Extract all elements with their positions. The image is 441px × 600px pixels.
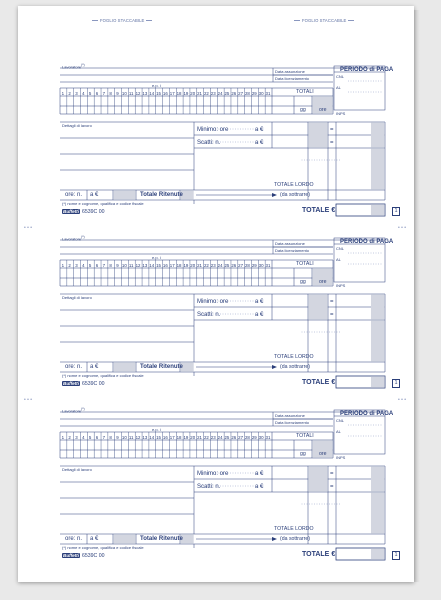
day-number: 11 bbox=[128, 91, 134, 96]
a-euro-label: a € bbox=[90, 192, 99, 198]
hire-date-label: Data assunzione bbox=[275, 69, 305, 74]
day-number: 8 bbox=[109, 91, 112, 96]
payslip-form bbox=[60, 62, 403, 224]
day-number: 20 bbox=[190, 263, 196, 268]
day-number: 19 bbox=[183, 91, 189, 96]
day-number: 29 bbox=[251, 435, 257, 440]
totals-label: TOTALI bbox=[296, 433, 314, 439]
day-number: 13 bbox=[142, 263, 148, 268]
dismiss-date-label: Data licenziamento bbox=[275, 420, 310, 425]
day-number: 18 bbox=[176, 263, 182, 268]
inps-label: INPS bbox=[336, 283, 346, 288]
day-number: 12 bbox=[135, 263, 141, 268]
day-number: 17 bbox=[169, 263, 175, 268]
day-number: 13 bbox=[142, 435, 148, 440]
day-number: 8 bbox=[109, 263, 112, 268]
ore-n-label: ore: n. bbox=[65, 364, 83, 370]
day-number: 24 bbox=[217, 435, 223, 440]
day-number: 21 bbox=[197, 91, 202, 96]
tear-label-right: FOGLIO STACCABILE bbox=[292, 18, 356, 23]
day-number: 10 bbox=[121, 263, 127, 268]
page-number-box: 1 bbox=[392, 379, 400, 388]
day-number: 31 bbox=[265, 91, 271, 96]
page-number-box: 1 bbox=[392, 551, 400, 560]
footnote: (*) nome e cognome, qualifica e codice fiscale bbox=[62, 545, 144, 550]
day-number: 12 bbox=[135, 91, 141, 96]
day-number: 19 bbox=[183, 263, 189, 268]
day-number: 31 bbox=[265, 263, 271, 268]
day-number: 3 bbox=[75, 263, 78, 268]
day-number: 11 bbox=[128, 263, 134, 268]
day-number: 4 bbox=[82, 91, 85, 96]
day-number: 30 bbox=[258, 263, 264, 268]
ritenute-label: Totale Ritenute bbox=[140, 536, 183, 542]
details-label: Dettagli di lavoro bbox=[62, 123, 92, 128]
form-grid bbox=[60, 406, 403, 568]
gg-label: gg bbox=[300, 451, 306, 457]
sheet-shadow bbox=[414, 10, 420, 582]
inps-label: INPS bbox=[336, 111, 346, 116]
day-number: 23 bbox=[210, 435, 216, 440]
tear-label-left: FOGLIO STACCABILE bbox=[90, 18, 154, 23]
employee-label: Lavoratore(*) bbox=[62, 235, 85, 242]
day-number: 5 bbox=[88, 263, 92, 268]
day-number: 10 bbox=[121, 435, 127, 440]
day-number: 25 bbox=[224, 91, 230, 96]
day-number: 6 bbox=[95, 435, 99, 440]
ritenute-label: Totale Ritenute bbox=[140, 364, 183, 370]
minimo-equals: = bbox=[330, 299, 334, 305]
day-number: 27 bbox=[238, 435, 244, 440]
day-number: 1 bbox=[61, 91, 65, 96]
ore-n-label: ore: n. bbox=[65, 192, 83, 198]
scatti-equals: = bbox=[330, 484, 334, 490]
day-number: 9 bbox=[116, 263, 119, 268]
minimo-a-euro: a € bbox=[255, 471, 264, 477]
day-number: 20 bbox=[190, 435, 196, 440]
day-number: 28 bbox=[244, 435, 250, 440]
scatti-a-euro: a € bbox=[255, 140, 264, 146]
day-number: 17 bbox=[169, 435, 175, 440]
day-number: 21 bbox=[197, 435, 202, 440]
hire-date-label: Data assunzione bbox=[275, 413, 305, 418]
day-number: 15 bbox=[156, 91, 161, 96]
form-grid bbox=[60, 62, 403, 224]
day-number: 14 bbox=[149, 91, 155, 96]
da-sottrarre-label: (da sottrarre) bbox=[280, 364, 310, 370]
day-number: 8 bbox=[109, 435, 112, 440]
day-number: 16 bbox=[162, 263, 168, 268]
minimo-a-euro: a € bbox=[255, 299, 264, 305]
day-number: 9 bbox=[116, 435, 119, 440]
day-number: 14 bbox=[149, 435, 155, 440]
period-title: PERIODO di PAGA bbox=[340, 411, 394, 417]
ore-n-label: ore: n. bbox=[65, 536, 83, 542]
day-number: 1 bbox=[61, 435, 65, 440]
day-number: 21 bbox=[197, 263, 202, 268]
day-number: 2 bbox=[68, 263, 71, 268]
brand-logo: Buffetti bbox=[63, 209, 79, 214]
inps-label: INPS bbox=[336, 455, 346, 460]
minimo-a-euro: a € bbox=[255, 127, 264, 133]
scatti-equals: = bbox=[330, 140, 334, 146]
ccnl-label: CNL bbox=[336, 74, 345, 79]
day-number: 1 bbox=[61, 263, 65, 268]
day-number: 25 bbox=[224, 263, 230, 268]
day-number: 24 bbox=[217, 91, 223, 96]
totale-label: TOTALE € bbox=[302, 379, 336, 386]
day-number: 23 bbox=[210, 263, 216, 268]
day-number: 4 bbox=[82, 435, 85, 440]
scatti-equals: = bbox=[330, 312, 334, 318]
scatti-a-euro: a € bbox=[255, 312, 264, 318]
day-number: 20 bbox=[190, 91, 196, 96]
day-number: 22 bbox=[203, 91, 209, 96]
minimo-label: Minimo: ore bbox=[197, 127, 229, 133]
scatti-label: Scatti: n. bbox=[197, 140, 221, 146]
details-label: Dettagli di lavoro bbox=[62, 295, 92, 300]
totale-label: TOTALE € bbox=[302, 551, 336, 558]
day-number: 26 bbox=[231, 91, 237, 96]
minimo-equals: = bbox=[330, 471, 334, 477]
day-number: 27 bbox=[238, 91, 244, 96]
day-number: 7 bbox=[102, 435, 106, 440]
footnote: (*) nome e cognome, qualifica e codice fiscale bbox=[62, 373, 144, 378]
ccnl-label: CNL bbox=[336, 418, 345, 423]
day-number: 7 bbox=[102, 263, 106, 268]
gg-label: gg bbox=[300, 107, 306, 113]
day-number: 2 bbox=[68, 435, 71, 440]
day-number: 26 bbox=[231, 263, 237, 268]
day-number: 15 bbox=[156, 263, 161, 268]
minimo-equals: = bbox=[330, 127, 334, 133]
product-code: 6539C 00 bbox=[82, 209, 105, 215]
hire-date-label: Data assunzione bbox=[275, 241, 305, 246]
day-number: 23 bbox=[210, 91, 216, 96]
ep-label: e.p. i bbox=[152, 427, 161, 432]
day-number: 4 bbox=[82, 263, 85, 268]
totale-lordo-label: TOTALE LORDO bbox=[274, 182, 314, 188]
dismiss-date-label: Data licenziamento bbox=[275, 248, 310, 253]
period-title: PERIODO di PAGA bbox=[340, 239, 394, 245]
da-sottrarre-label: (da sottrarre) bbox=[280, 192, 310, 198]
day-number: 6 bbox=[95, 263, 99, 268]
ep-label: e.p. i bbox=[152, 83, 161, 88]
day-number: 9 bbox=[116, 91, 119, 96]
day-number: 26 bbox=[231, 435, 237, 440]
day-number: 17 bbox=[169, 91, 175, 96]
scatti-a-euro: a € bbox=[255, 484, 264, 490]
ritenute-label: Totale Ritenute bbox=[140, 192, 183, 198]
da-sottrarre-label: (da sottrarre) bbox=[280, 536, 310, 542]
scatti-label: Scatti: n. bbox=[197, 484, 221, 490]
totals-label: TOTALI bbox=[296, 261, 314, 267]
a-euro-label: a € bbox=[90, 364, 99, 370]
ep-label: e.p. i bbox=[152, 255, 161, 260]
day-number: 16 bbox=[162, 91, 168, 96]
scatti-label: Scatti: n. bbox=[197, 312, 221, 318]
day-number: 2 bbox=[68, 91, 71, 96]
day-number: 30 bbox=[258, 435, 264, 440]
totale-lordo-label: TOTALE LORDO bbox=[274, 354, 314, 360]
day-number: 18 bbox=[176, 435, 182, 440]
day-number: 3 bbox=[75, 435, 78, 440]
day-number: 15 bbox=[156, 435, 161, 440]
a-euro-label: a € bbox=[90, 536, 99, 542]
payslip-form bbox=[60, 406, 403, 568]
brand-logo: Buffetti bbox=[63, 553, 79, 558]
totals-label: TOTALI bbox=[296, 89, 314, 95]
day-number: 19 bbox=[183, 435, 189, 440]
page-number-box: 1 bbox=[392, 207, 400, 216]
day-number: 22 bbox=[203, 435, 209, 440]
day-number: 22 bbox=[203, 263, 209, 268]
al-label: AL bbox=[336, 85, 341, 90]
day-number: 29 bbox=[251, 91, 257, 96]
ccnl-label: CNL bbox=[336, 246, 345, 251]
day-number: 25 bbox=[224, 435, 230, 440]
ore-label: ore bbox=[319, 279, 327, 285]
day-number: 11 bbox=[128, 435, 134, 440]
footnote: (*) nome e cognome, qualifica e codice fiscale bbox=[62, 201, 144, 206]
day-number: 31 bbox=[265, 435, 271, 440]
day-number: 5 bbox=[88, 91, 92, 96]
ore-label: ore bbox=[319, 107, 327, 113]
day-number: 13 bbox=[142, 91, 148, 96]
day-number: 24 bbox=[217, 263, 223, 268]
day-number: 28 bbox=[244, 91, 250, 96]
details-label: Dettagli di lavoro bbox=[62, 467, 92, 472]
day-number: 5 bbox=[88, 435, 92, 440]
day-number: 30 bbox=[258, 91, 264, 96]
minimo-label: Minimo: ore bbox=[197, 471, 229, 477]
al-label: AL bbox=[336, 429, 341, 434]
day-number: 29 bbox=[251, 263, 257, 268]
day-number: 14 bbox=[149, 263, 155, 268]
brand-logo: Buffetti bbox=[63, 381, 79, 386]
totale-label: TOTALE € bbox=[302, 207, 336, 214]
day-number: 18 bbox=[176, 91, 182, 96]
day-number: 6 bbox=[95, 91, 99, 96]
payslip-form bbox=[60, 234, 403, 396]
day-number: 7 bbox=[102, 91, 106, 96]
dismiss-date-label: Data licenziamento bbox=[275, 76, 310, 81]
day-number: 16 bbox=[162, 435, 168, 440]
day-number: 10 bbox=[121, 91, 127, 96]
ore-label: ore bbox=[319, 451, 327, 457]
day-number: 3 bbox=[75, 91, 78, 96]
day-number: 27 bbox=[238, 263, 244, 268]
day-number: 12 bbox=[135, 435, 141, 440]
gg-label: gg bbox=[300, 279, 306, 285]
employee-label: Lavoratore(*) bbox=[62, 63, 85, 70]
al-label: AL bbox=[336, 257, 341, 262]
day-number: 28 bbox=[244, 263, 250, 268]
minimo-label: Minimo: ore bbox=[197, 299, 229, 305]
product-code: 6539C 00 bbox=[82, 553, 105, 559]
period-title: PERIODO di PAGA bbox=[340, 67, 394, 73]
form-grid bbox=[60, 234, 403, 396]
totale-lordo-label: TOTALE LORDO bbox=[274, 526, 314, 532]
product-code: 6539C 00 bbox=[82, 381, 105, 387]
employee-label: Lavoratore(*) bbox=[62, 407, 85, 414]
